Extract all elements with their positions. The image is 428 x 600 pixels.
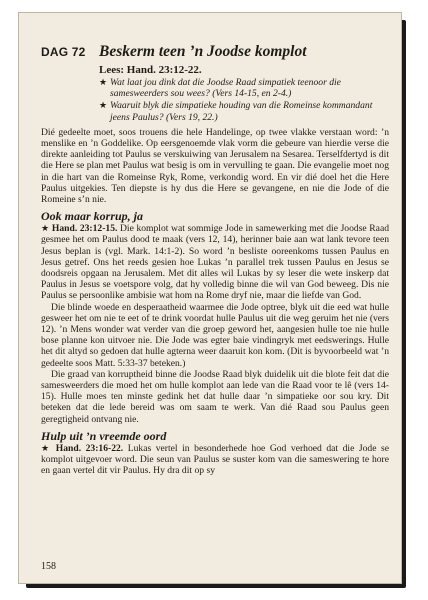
section-paragraph bbox=[41, 443, 389, 477]
star-icon: ★ bbox=[99, 77, 108, 87]
day-label: DAG 72 bbox=[41, 45, 86, 59]
page-number: 158 bbox=[41, 561, 56, 572]
question-item bbox=[99, 100, 389, 122]
reading-reference: Lees: Hand. 23:12-22. bbox=[99, 64, 202, 76]
page-title: Beskerm teen ’n Joodse komplot bbox=[99, 43, 307, 60]
day-header bbox=[41, 43, 389, 61]
page-content bbox=[41, 43, 389, 477]
question-text: Wat laat jou dink dat die Joodse Raad simpatiek teenoor die samesweerders sou wees? (Vers 14-15, en 2-4.) bbox=[110, 77, 341, 100]
question-text: Waaruit blyk die simpatieke houding van die Romeinse kommandant jeens Paulus? (Vers 19, 22.) bbox=[110, 100, 373, 123]
section-heading: Ook maar korrup, ja bbox=[41, 209, 144, 224]
paragraph-text: Die komplot wat sommige Jode in samewerking met die Joodse Raad gesmee het om Paulus dood te maak (vers 12, 14), herinner baie aan wat lank tevore teen Jesus beplan is (vgl. Mark. 14:1-2). So word ’n besliste ooreenkoms tussen Paulus en Jesus getref. Ons het reeds gesien hoe Lukas ’n parallel trek tussen Paulus en Jesus se doodsreis opgaan na Jerusalem. Met dit alles wil Lukas by sy leser die wete inskerp dat Paulus in Jesus se voetspore volg, dat hy volledig binne die wil van God beweeg. Dis nie Paulus se persoonlike ambisie wat hom na Rome dryf nie, maar die liefde van God. bbox=[41, 223, 389, 302]
question-item bbox=[99, 77, 389, 99]
book-page bbox=[18, 12, 402, 584]
star-icon: ★ bbox=[99, 100, 108, 111]
section-paragraph: Die graad van korruptheid binne die Joodse Raad blyk duidelik uit die blote feit dat die samesweerders die moed het om hulle komplot aan lede van die Raad voor te lê (vers 14-15). Hulle moes ten minste gedink het dat hulle daar ’n simpatieke oor sou kry. Dit beteken dat die lede bereid was om saam te werk. Van dié Raad sou Paulus geen geregtigheid ontvang nie. bbox=[41, 368, 389, 425]
section-paragraph bbox=[41, 223, 389, 301]
star-icon: ★ bbox=[41, 223, 50, 234]
section-paragraph: Die blinde woede en desperaatheid waarmee die Jode optree, blyk uit die eed wat hulle gesweer het om nie te eet of te drink voordat hulle Paulus uit die weg geruim het nie (vers 12). ’n Mens wonder wat verder van die groep geword het, aangesien hulle toe nie hulle bose planne kon uitvoer nie. Die Jode was egter baie vindingryk met eedswerings. Hulle het dit altyd so gedoen dat hulle agterna weer daaruit kon kom. (Dit is byvoorbeeld wat ’n gedeelte soos Matt. 5:33-37 beteken.) bbox=[41, 301, 389, 369]
star-icon: ★ bbox=[41, 442, 52, 453]
scripture-reference: Hand. 23:12-15. bbox=[51, 223, 118, 235]
paragraph-text: Lukas vertel in besonderhede hoe God verhoed dat die Jode se komplot uitgevoer word. Die seun van Paulus se suster kom van die sameswering te hore en gaan vertel dit vir Paulus. Hy dra dit op sy bbox=[41, 442, 389, 477]
intro-paragraph: Dié gedeelte moet, soos trouens die hele Handelinge, op twee vlakke verstaan word: ’n menslike en ’n Goddelike. Op eersgenoemde vlak vorm die gebeure van hierdie verse die direkte aanleiding tot Paulus se verskuiwing van Jerusalem na Sesarea. Terselfdertyd is dit die Here se plan met Paulus wat besig is om in vervulling te gaan. Die evangelie moet nog in die hart van die Romeinse Ryk, Rome, verkondig word. En vir dié doel het die Here Paulus uitgekies. Ten diepste is hy dus die Here se gevangene, en nie die Jode of die Romeine s’n nie. bbox=[41, 126, 389, 206]
scripture-reference: Hand. 23:16-22. bbox=[55, 442, 124, 454]
section-heading: Hulp uit ’n vreemde oord bbox=[41, 428, 167, 443]
